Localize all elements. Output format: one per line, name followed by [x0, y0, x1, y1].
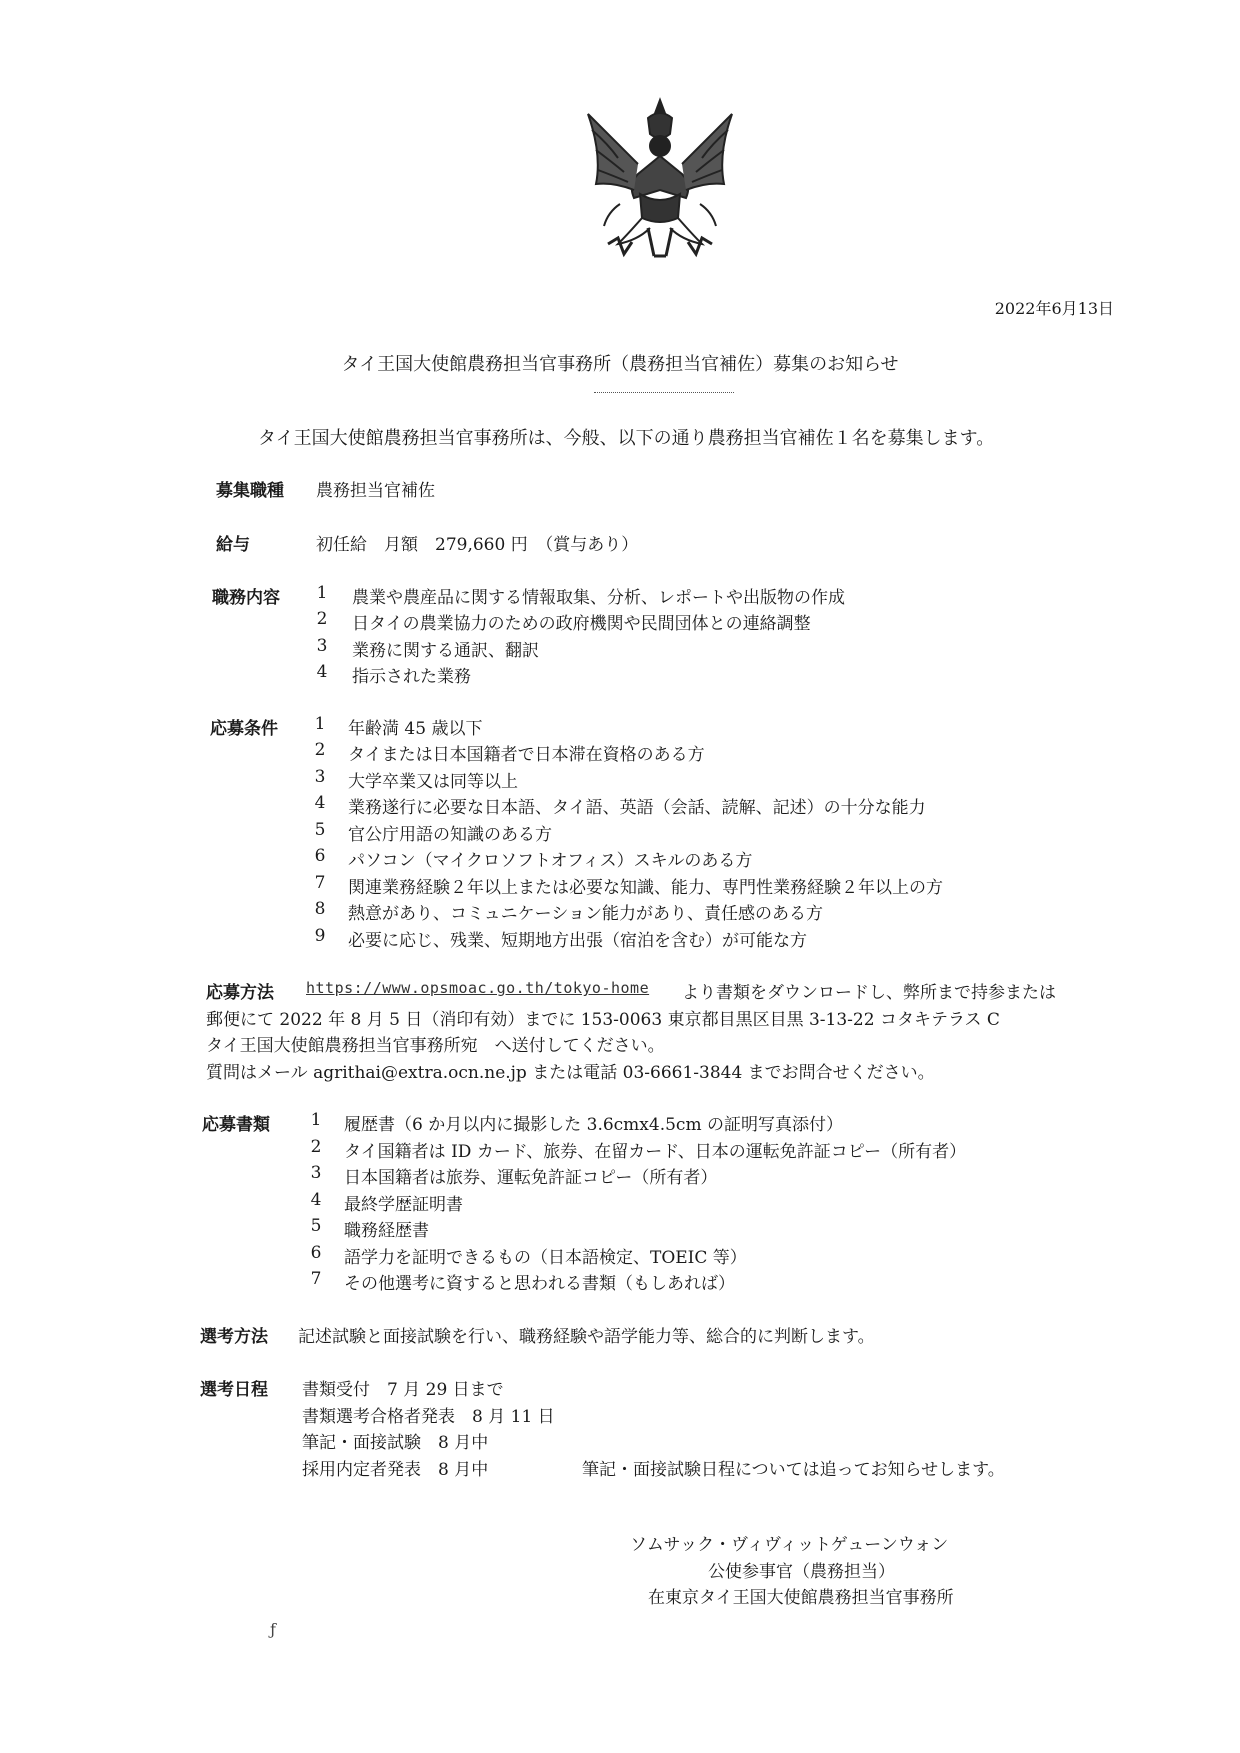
contact-text: 質問はメール agrithai@extra.ocn.ne.jp または電話 03-6661-3844 までお問合せください。 — [206, 1063, 935, 1083]
requirements-label: 応募条件 — [210, 719, 278, 739]
schedule-item: 筆記・面接試験 8 月中 — [302, 1433, 489, 1453]
requirements-item: 大学卒業又は同等以上 — [348, 772, 518, 792]
document-title: タイ王国大使館農務担当官事務所（農務担当官補佐）募集のお知らせ — [341, 354, 899, 375]
documents-number: 1 — [310, 1110, 322, 1130]
position-value: 農務担当官補佐 — [316, 481, 435, 501]
documents-item: タイ国籍者は ID カード、旅券、在留カード、日本の運転免許証コピー（所有者） — [344, 1142, 967, 1162]
schedule-item: 採用内定者発表 8 月中 — [302, 1460, 489, 1480]
duties-number: 1 — [316, 583, 328, 603]
salary-label: 給与 — [216, 535, 250, 555]
duties-number: 3 — [316, 636, 328, 656]
requirements-number: 2 — [314, 740, 326, 760]
apply-label: 応募方法 — [206, 983, 274, 1003]
documents-number: 7 — [310, 1269, 322, 1289]
selection-label: 選考方法 — [200, 1327, 268, 1347]
schedule-item: 書類受付 7 月 29 日まで — [302, 1380, 504, 1400]
duties-item: 日タイの農業協力のための政府機関や民間団体との連絡調整 — [352, 614, 811, 634]
garuda-emblem-icon — [578, 94, 742, 262]
documents-item: 日本国籍者は旅券、運転免許証コピー（所有者） — [344, 1168, 718, 1188]
documents-number: 4 — [310, 1190, 322, 1210]
document-date: 2022年6月13日 — [994, 299, 1114, 318]
duties-label: 職務内容 — [212, 588, 280, 608]
position-label: 募集職種 — [216, 481, 284, 501]
signatory-name: ソムサック・ヴィヴィットゲューンウォン — [630, 1535, 949, 1555]
requirements-item: 年齢満 45 歳以下 — [348, 719, 483, 739]
apply-text-line3: タイ王国大使館農務担当官事務所宛 へ送付してください。 — [206, 1036, 665, 1056]
documents-item: 履歴書（6 か月以内に撮影した 3.6cmx4.5cm の証明写真添付） — [344, 1115, 843, 1135]
documents-number: 5 — [310, 1216, 322, 1236]
documents-number: 2 — [310, 1137, 322, 1157]
requirements-item: 官公庁用語の知識のある方 — [348, 825, 552, 845]
requirements-number: 5 — [314, 820, 326, 840]
requirements-number: 3 — [314, 767, 326, 787]
recruitment-website-link[interactable]: https://www.opsmoac.go.th/tokyo-home — [306, 979, 650, 997]
requirements-item: 関連業務経験２年以上または必要な知識、能力、専門性業務経験２年以上の方 — [348, 878, 943, 898]
documents-item: その他選考に資すると思われる書類（もしあれば） — [344, 1274, 735, 1294]
requirements-number: 6 — [314, 846, 326, 866]
duties-item: 業務に関する通訳、翻訳 — [352, 641, 539, 661]
requirements-number: 8 — [314, 899, 326, 919]
documents-number: 3 — [310, 1163, 322, 1183]
requirements-number: 7 — [314, 873, 326, 893]
title-underline — [594, 392, 734, 393]
schedule-item: 書類選考合格者発表 8 月 11 日 — [302, 1407, 555, 1427]
signatory-office: 在東京タイ王国大使館農務担当官事務所 — [648, 1588, 954, 1608]
requirements-item: 業務遂行に必要な日本語、タイ語、英語（会話、読解、記述）の十分な能力 — [348, 798, 926, 818]
salary-value: 初任給 月額 279,660 円 （賞与あり） — [316, 535, 639, 555]
selection-value: 記述試験と面接試験を行い、職務経験や語学能力等、総合的に判断します。 — [298, 1327, 875, 1347]
duties-number: 2 — [316, 609, 328, 629]
requirements-number: 4 — [314, 793, 326, 813]
apply-text-line2: 郵便にて 2022 年 8 月 5 日（消印有効）までに 153-0063 東京都目黒区目黒 3-13-22 コタキテラス C — [206, 1010, 1000, 1030]
requirements-item: 必要に応じ、残業、短期地方出張（宿泊を含む）が可能な方 — [348, 931, 807, 951]
documents-label: 応募書類 — [202, 1115, 270, 1135]
requirements-item: タイまたは日本国籍者で日本滞在資格のある方 — [348, 745, 705, 765]
signatory-role: 公使参事官（農務担当） — [708, 1562, 895, 1582]
documents-item: 職務経歴書 — [344, 1221, 429, 1241]
duties-item: 農業や農産品に関する情報取集、分析、レポートや出版物の作成 — [352, 588, 845, 608]
documents-item: 最終学歴証明書 — [344, 1195, 463, 1215]
requirements-number: 9 — [314, 926, 326, 946]
schedule-label: 選考日程 — [200, 1380, 268, 1400]
scan-mark: ƒ — [270, 1620, 276, 1639]
duties-item: 指示された業務 — [352, 667, 471, 687]
schedule-note: 筆記・面接試験日程については追ってお知らせします。 — [582, 1460, 1005, 1480]
duties-number: 4 — [316, 662, 328, 682]
requirements-item: 熱意があり、コミュニケーション能力があり、責任感のある方 — [348, 904, 823, 924]
apply-text-line1: より書類をダウンロードし、弊所まで持参または — [682, 983, 1056, 1003]
documents-item: 語学力を証明できるもの（日本語検定、TOEIC 等） — [344, 1248, 747, 1268]
intro-text: タイ王国大使館農務担当官事務所は、今般、以下の通り農務担当官補佐１名を募集します。 — [258, 428, 995, 449]
documents-number: 6 — [310, 1243, 322, 1263]
requirements-number: 1 — [314, 714, 326, 734]
requirements-item: パソコン（マイクロソフトオフィス）スキルのある方 — [348, 851, 753, 871]
